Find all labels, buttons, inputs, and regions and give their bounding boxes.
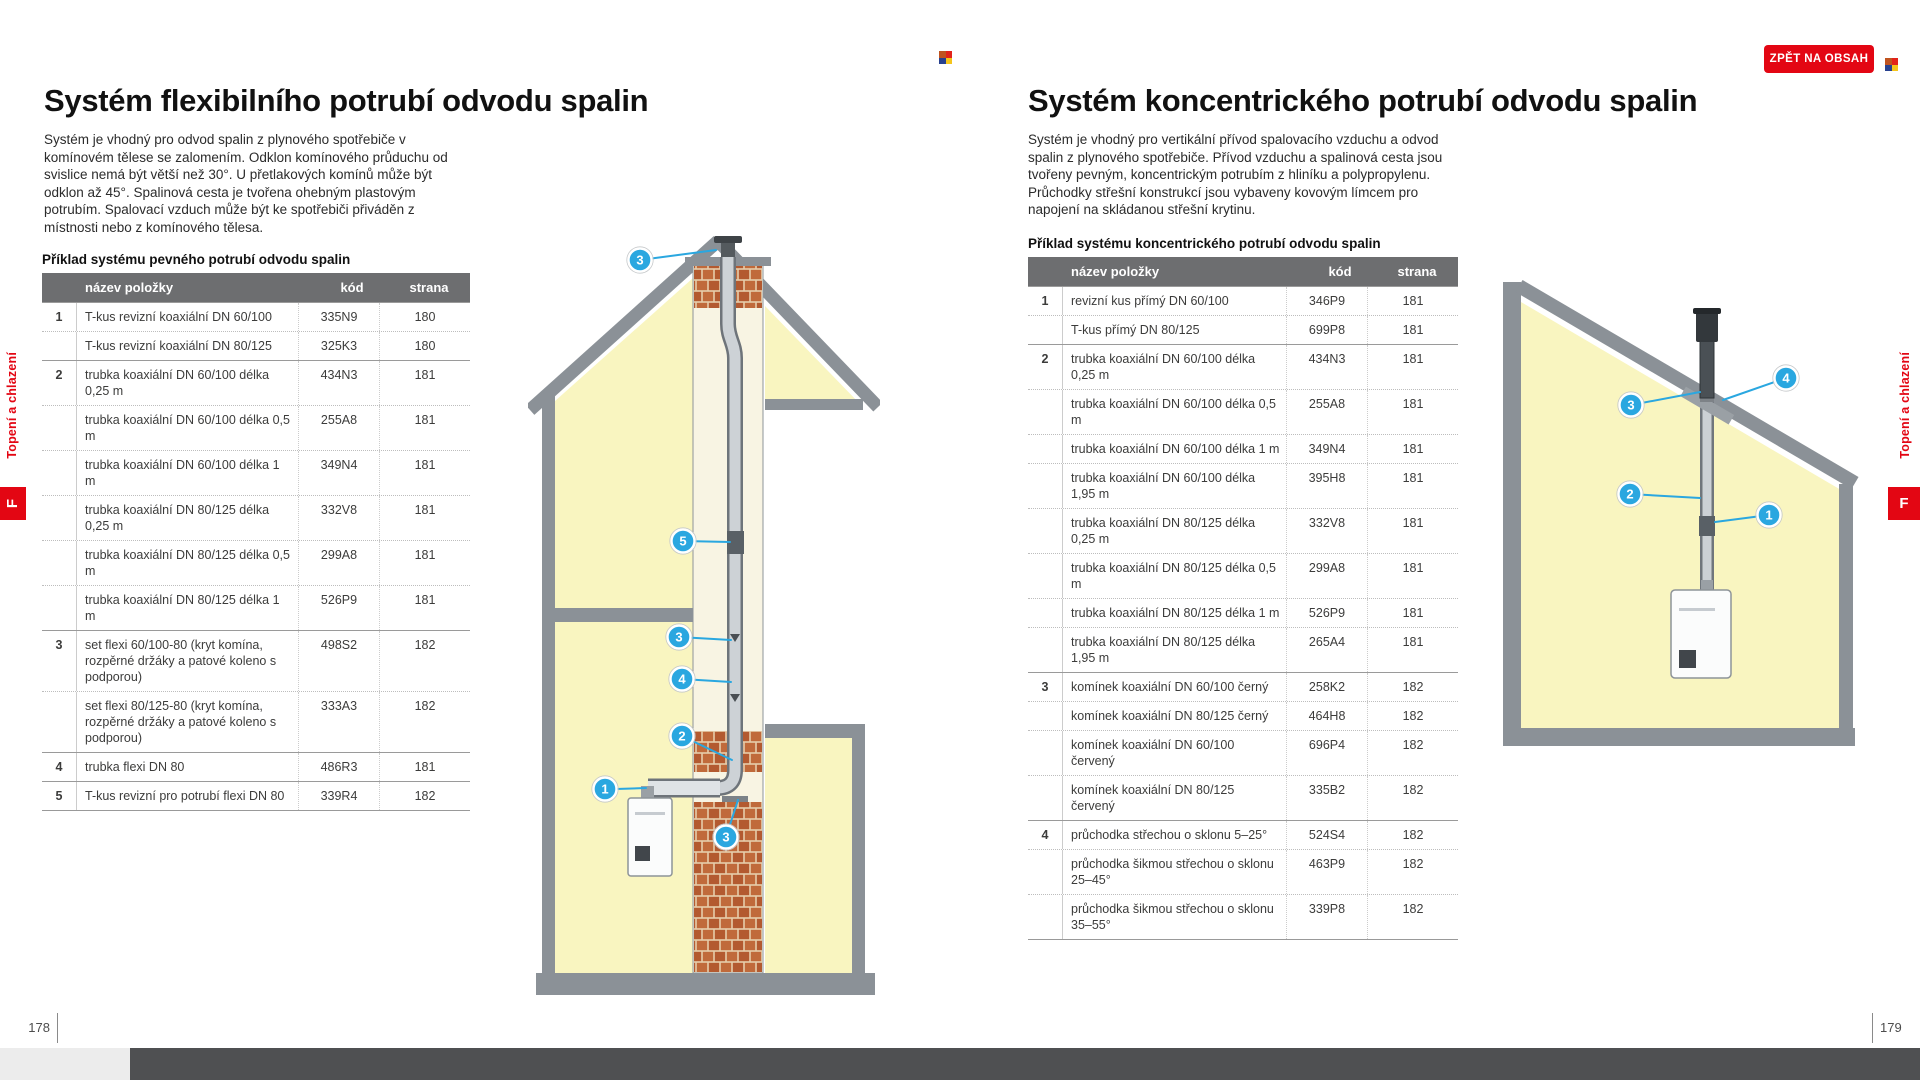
item-page: 181 bbox=[379, 406, 470, 450]
item-name: T-kus revizní pro potrubí flexi DN 80 bbox=[85, 789, 285, 803]
item-page: 181 bbox=[379, 451, 470, 495]
item-number bbox=[42, 406, 77, 450]
table-row bbox=[1028, 315, 1458, 344]
boiler bbox=[1671, 580, 1731, 678]
item-page: 182 bbox=[1367, 776, 1458, 820]
item-code: 335B2 bbox=[1286, 776, 1367, 820]
svg-text:4: 4 bbox=[678, 671, 686, 687]
item-name: trubka koaxiální DN 60/100 délka 0,25 m bbox=[1071, 352, 1256, 382]
callout-1 bbox=[592, 776, 618, 802]
svg-text:1: 1 bbox=[1765, 507, 1773, 523]
item-number bbox=[1028, 850, 1063, 894]
table-row bbox=[1028, 463, 1458, 508]
item-code: 463P9 bbox=[1286, 850, 1367, 894]
boiler bbox=[628, 786, 672, 876]
page-divider-left bbox=[57, 1013, 58, 1043]
item-name: trubka koaxiální DN 60/100 délka 1 m bbox=[1071, 442, 1280, 456]
item-number: 2 bbox=[1028, 345, 1063, 389]
item-page: 181 bbox=[379, 541, 470, 585]
item-page: 182 bbox=[379, 692, 470, 752]
item-code: 335N9 bbox=[298, 303, 379, 331]
table-row bbox=[42, 781, 470, 810]
item-number bbox=[1028, 628, 1063, 672]
footer-bar-notch bbox=[0, 1048, 130, 1080]
item-name: trubka koaxiální DN 60/100 délka 1 m bbox=[85, 458, 280, 488]
item-code: 255A8 bbox=[298, 406, 379, 450]
item-code: 332V8 bbox=[298, 496, 379, 540]
item-page: 181 bbox=[1367, 509, 1458, 553]
callout-3-bottom bbox=[713, 824, 739, 850]
item-page: 182 bbox=[1367, 702, 1458, 730]
callout-3 bbox=[1618, 392, 1644, 418]
item-code: 349N4 bbox=[1286, 435, 1367, 463]
item-name: trubka koaxiální DN 80/125 délka 0,25 m bbox=[1071, 516, 1256, 546]
table-row bbox=[1028, 344, 1458, 389]
item-number: 5 bbox=[42, 782, 77, 810]
item-name: komínek koaxiální DN 60/100 černý bbox=[1071, 680, 1269, 694]
svg-text:4: 4 bbox=[1782, 370, 1790, 386]
product-table-left bbox=[42, 252, 470, 811]
item-name: trubka koaxiální DN 60/100 délka 1,95 m bbox=[1071, 471, 1256, 501]
item-page: 181 bbox=[1367, 316, 1458, 344]
table-row bbox=[42, 405, 470, 450]
item-name: trubka koaxiální DN 80/125 délka 1 m bbox=[85, 593, 280, 623]
svg-text:2: 2 bbox=[678, 728, 686, 744]
item-number: 2 bbox=[42, 361, 77, 405]
item-number: 4 bbox=[42, 753, 77, 781]
item-number bbox=[42, 692, 77, 752]
item-page: 181 bbox=[1367, 345, 1458, 389]
item-number bbox=[1028, 599, 1063, 627]
item-number bbox=[1028, 554, 1063, 598]
item-code: 339P8 bbox=[1286, 895, 1367, 939]
item-code: 434N3 bbox=[298, 361, 379, 405]
footer-bar bbox=[0, 1048, 1920, 1080]
svg-text:2: 2 bbox=[1626, 486, 1634, 502]
item-number bbox=[1028, 464, 1063, 508]
table-header-row bbox=[42, 273, 470, 302]
item-name: trubka koaxiální DN 80/125 délka 1,95 m bbox=[1071, 635, 1256, 665]
item-number bbox=[1028, 390, 1063, 434]
callout-4 bbox=[669, 666, 695, 692]
item-name: set flexi 60/100-80 (kryt komína, rozpěrné držáky a patové koleno s podporou) bbox=[85, 638, 277, 684]
side-tab-label-left: Topení a chlazení bbox=[5, 352, 19, 459]
item-number bbox=[42, 541, 77, 585]
col-header-page: strana bbox=[1397, 264, 1437, 279]
house-illustration-right bbox=[1503, 278, 1859, 760]
svg-text:3: 3 bbox=[1627, 397, 1635, 413]
table-row bbox=[42, 495, 470, 540]
callout-4 bbox=[1773, 365, 1799, 391]
col-header-name: název položky bbox=[85, 280, 174, 295]
item-number: 1 bbox=[1028, 287, 1063, 315]
table-row bbox=[42, 752, 470, 781]
item-page: 182 bbox=[1367, 895, 1458, 939]
item-code: 524S4 bbox=[1286, 821, 1367, 849]
item-page: 182 bbox=[1367, 850, 1458, 894]
table-row bbox=[1028, 730, 1458, 775]
table-row bbox=[1028, 553, 1458, 598]
item-name: průchodka šikmou střechou o sklonu 35–55° bbox=[1071, 902, 1274, 932]
item-page: 181 bbox=[1367, 390, 1458, 434]
callout-2 bbox=[669, 723, 695, 749]
concentric-pipe bbox=[1699, 396, 1715, 590]
table-row bbox=[1028, 598, 1458, 627]
item-name: trubka koaxiální DN 60/100 délka 0,5 m bbox=[85, 413, 290, 443]
item-code: 333A3 bbox=[298, 692, 379, 752]
item-code: 346P9 bbox=[1286, 287, 1367, 315]
svg-text:1: 1 bbox=[601, 781, 609, 797]
item-page: 180 bbox=[379, 303, 470, 331]
item-number: 3 bbox=[42, 631, 77, 691]
item-page: 182 bbox=[1367, 673, 1458, 701]
item-name: set flexi 80/125-80 (kryt komína, rozpěrné držáky a patové koleno s podporou) bbox=[85, 699, 277, 745]
item-page: 181 bbox=[1367, 287, 1458, 315]
table-row bbox=[1028, 775, 1458, 820]
svg-text:3: 3 bbox=[675, 629, 683, 645]
item-name: trubka koaxiální DN 80/125 délka 0,5 m bbox=[1071, 561, 1276, 591]
item-page: 182 bbox=[379, 631, 470, 691]
page-title-right: Systém koncentrického potrubí odvodu spalin bbox=[1028, 83, 1698, 118]
revision-piece bbox=[1699, 516, 1715, 536]
item-page: 180 bbox=[379, 332, 470, 360]
item-number bbox=[42, 496, 77, 540]
table-row bbox=[1028, 389, 1458, 434]
item-page: 181 bbox=[1367, 435, 1458, 463]
item-code: 486R3 bbox=[298, 753, 379, 781]
col-header-code: kód bbox=[1328, 264, 1352, 279]
item-code: 526P9 bbox=[298, 586, 379, 630]
item-code: 526P9 bbox=[1286, 599, 1367, 627]
item-name: trubka koaxiální DN 60/100 délka 0,25 m bbox=[85, 368, 270, 398]
section-tab-f-left[interactable]: F bbox=[0, 487, 26, 520]
item-code: 265A4 bbox=[1286, 628, 1367, 672]
colored-squares-icon[interactable] bbox=[939, 51, 952, 64]
col-header-page: strana bbox=[409, 280, 449, 295]
item-code: 434N3 bbox=[1286, 345, 1367, 389]
item-code: 339R4 bbox=[298, 782, 379, 810]
section-tab-f-right[interactable]: F bbox=[1888, 487, 1920, 520]
svg-text:3: 3 bbox=[722, 829, 730, 845]
table-row bbox=[1028, 434, 1458, 463]
side-tab-label-right: Topení a chlazení bbox=[1898, 352, 1912, 459]
table-row bbox=[1028, 820, 1458, 849]
item-page: 181 bbox=[1367, 464, 1458, 508]
item-code: 332V8 bbox=[1286, 509, 1367, 553]
item-number: 1 bbox=[42, 303, 77, 331]
item-name: trubka koaxiální DN 80/125 délka 0,25 m bbox=[85, 503, 270, 533]
item-code: 349N4 bbox=[298, 451, 379, 495]
callout-2 bbox=[1617, 481, 1643, 507]
item-page: 182 bbox=[1367, 821, 1458, 849]
item-name: T-kus revizní koaxiální DN 80/125 bbox=[85, 339, 272, 353]
table-row bbox=[42, 691, 470, 752]
item-number bbox=[1028, 435, 1063, 463]
intro-left: Systém je vhodný pro odvod spalin z plynového spotřebiče v komínovém tělese se zalomením. Odklon komínového průduchu od svislice nemá být větší než 30°. U přetlakových komínů může být odklon až 45°. Spalinová cesta je tvořena ohebným plastovým potrubím. Spalovací vzduch může být ke spotřebiči přiváděn z místnosti nebo z komínového tělesa. bbox=[44, 132, 448, 235]
item-name: průchodka střechou o sklonu 5–25° bbox=[1071, 828, 1268, 842]
item-number: 3 bbox=[1028, 673, 1063, 701]
table-row bbox=[42, 585, 470, 630]
item-code: 299A8 bbox=[1286, 554, 1367, 598]
page-title-left: Systém flexibilního potrubí odvodu spalin bbox=[44, 83, 649, 118]
item-code: 299A8 bbox=[298, 541, 379, 585]
table-row bbox=[1028, 627, 1458, 672]
callout-3-top bbox=[627, 247, 653, 273]
item-page: 182 bbox=[1367, 731, 1458, 775]
intro-right: Systém je vhodný pro vertikální přívod spalovacího vzduchu a odvod spalin z plynového spotřebiče. Přívod vzduchu a spalinová cesta jsou tvořeny pevným, koncentrickým potrubím z hliníku a polypropylenu. Průchodky střešní konstrukcí jsou vybaveny kovovým límcem pro napojení na skládanou střešní krytinu. bbox=[1028, 132, 1443, 217]
colored-squares-icon[interactable] bbox=[1885, 58, 1898, 71]
item-number bbox=[1028, 702, 1063, 730]
item-number bbox=[1028, 895, 1063, 939]
table-title-right: Příklad systému koncentrického potrubí odvodu spalin bbox=[1028, 236, 1381, 251]
page-number-right: 179 bbox=[1880, 1020, 1902, 1035]
callout-5 bbox=[670, 528, 696, 554]
table-title-left: Příklad systému pevného potrubí odvodu spalin bbox=[42, 252, 351, 267]
page-divider-right bbox=[1872, 1013, 1873, 1043]
item-number: 4 bbox=[1028, 821, 1063, 849]
item-page: 181 bbox=[379, 496, 470, 540]
item-name: trubka koaxiální DN 80/125 délka 1 m bbox=[1071, 606, 1280, 620]
table-row bbox=[42, 450, 470, 495]
item-page: 181 bbox=[379, 361, 470, 405]
item-name: průchodka šikmou střechou o sklonu 25–45° bbox=[1071, 857, 1274, 887]
table-header-row bbox=[1028, 257, 1458, 286]
col-header-code: kód bbox=[340, 280, 364, 295]
table-row bbox=[42, 360, 470, 405]
back-to-contents-button[interactable]: ZPĚT NA OBSAH bbox=[1764, 45, 1874, 73]
item-code: 464H8 bbox=[1286, 702, 1367, 730]
table-row bbox=[1028, 701, 1458, 730]
item-number bbox=[42, 451, 77, 495]
product-table-right bbox=[1028, 236, 1458, 940]
item-name: revizní kus přímý DN 60/100 bbox=[1071, 294, 1229, 308]
item-name: trubka koaxiální DN 80/125 délka 0,5 m bbox=[85, 548, 290, 578]
item-code: 395H8 bbox=[1286, 464, 1367, 508]
item-code: 325K3 bbox=[298, 332, 379, 360]
item-code: 255A8 bbox=[1286, 390, 1367, 434]
item-page: 182 bbox=[379, 782, 470, 810]
item-name: trubka flexi DN 80 bbox=[85, 760, 185, 774]
item-code: 696P4 bbox=[1286, 731, 1367, 775]
table-row bbox=[42, 302, 470, 331]
item-name: T-kus přímý DN 80/125 bbox=[1071, 323, 1200, 337]
item-number bbox=[42, 332, 77, 360]
table-row bbox=[42, 540, 470, 585]
item-page: 181 bbox=[1367, 554, 1458, 598]
item-name: komínek koaxiální DN 60/100 červený bbox=[1071, 738, 1235, 768]
table-row bbox=[1028, 849, 1458, 894]
svg-text:3: 3 bbox=[636, 252, 644, 268]
item-name: komínek koaxiální DN 80/125 černý bbox=[1071, 709, 1269, 723]
item-number bbox=[42, 586, 77, 630]
table-row bbox=[1028, 894, 1458, 939]
callout-1 bbox=[1756, 502, 1782, 528]
item-page: 181 bbox=[379, 753, 470, 781]
item-name: trubka koaxiální DN 60/100 délka 0,5 m bbox=[1071, 397, 1276, 427]
house-illustration-left bbox=[528, 236, 880, 1008]
callout-3-mid bbox=[666, 624, 692, 650]
table-row bbox=[1028, 286, 1458, 315]
item-number bbox=[1028, 509, 1063, 553]
table-row bbox=[1028, 508, 1458, 553]
page-number-left: 178 bbox=[28, 1020, 50, 1035]
item-number bbox=[1028, 776, 1063, 820]
table-row bbox=[1028, 672, 1458, 701]
item-name: T-kus revizní koaxiální DN 60/100 bbox=[85, 310, 272, 324]
item-code: 258K2 bbox=[1286, 673, 1367, 701]
item-page: 181 bbox=[1367, 599, 1458, 627]
item-page: 181 bbox=[1367, 628, 1458, 672]
table-row bbox=[42, 331, 470, 360]
table-row bbox=[42, 630, 470, 691]
item-number bbox=[1028, 316, 1063, 344]
item-code: 498S2 bbox=[298, 631, 379, 691]
item-code: 699P8 bbox=[1286, 316, 1367, 344]
item-page: 181 bbox=[379, 586, 470, 630]
col-header-name: název položky bbox=[1071, 264, 1160, 279]
item-number bbox=[1028, 731, 1063, 775]
item-name: komínek koaxiální DN 80/125 červený bbox=[1071, 783, 1235, 813]
svg-text:5: 5 bbox=[679, 533, 687, 549]
